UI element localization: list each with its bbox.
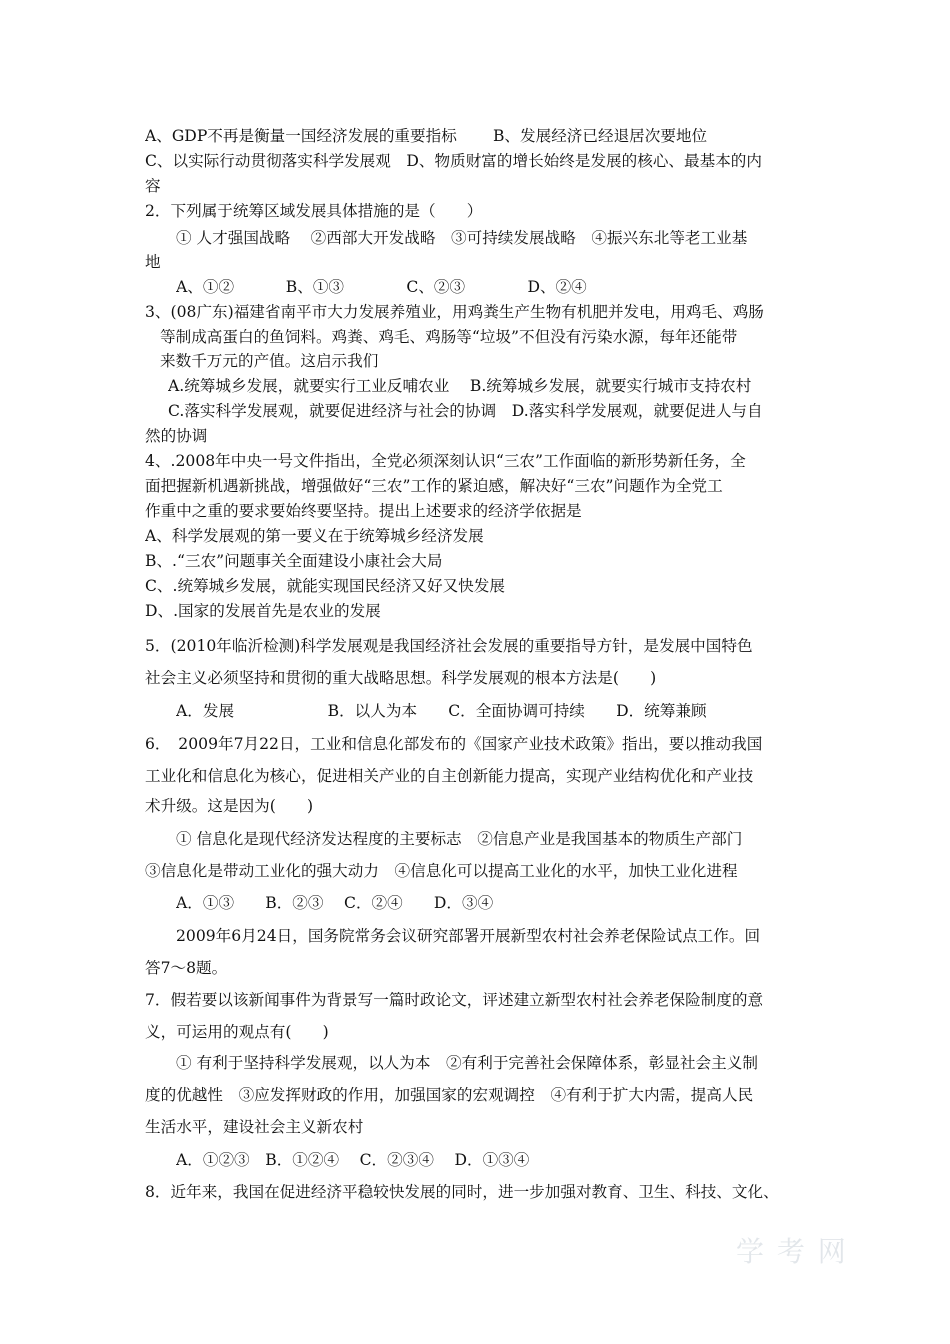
text-line: 作重中之重的要求要始终要坚持。提出上述要求的经济学依据是 — [145, 502, 582, 520]
question-6-options: A．①③ B．②③ C．②④ D．③④ — [176, 894, 494, 912]
option-line: C、以实际行动贯彻落实科学发展观 D、物质财富的增长始终是发展的核心、最基本的内 — [145, 152, 762, 170]
text-line: 然的协调 — [145, 427, 208, 445]
text-line: 等制成高蛋白的鱼饲料。鸡粪、鸡毛、鸡肠等“垃圾”不但没有污染水源，每年还能带 — [160, 328, 738, 346]
text-line: 术升级。这是因为( ) — [145, 797, 314, 815]
text-line: 度的优越性 ③应发挥财政的作用，加强国家的宏观调控 ④有利于扩大内需，提高人民 — [145, 1086, 754, 1104]
question-7-items: ① 有利于坚持科学发展观，以人为本 ②有利于完善社会保障体系，彰显社会主义制 — [176, 1054, 758, 1072]
text-line: 来数千万元的产值。这启示我们 — [160, 352, 379, 370]
question-2-items: ① 人才强国战略 ②西部大开发战略 ③可持续发展战略 ④振兴东北等老工业基 — [176, 229, 748, 247]
question-3-options-ab: A.统筹城乡发展，就要实行工业反哺农业 B.统筹城乡发展，就要实行城市支持农村 — [168, 377, 752, 395]
news-stem: 2009年6月24日，国务院常务会议研究部署开展新型农村社会养老保险试点工作。回 — [176, 927, 761, 945]
question-7: 7．假若要以该新闻事件为背景写一篇时政论文，评述建立新型农村社会养老保险制度的意 — [145, 991, 764, 1009]
text-line: 答7～8题。 — [145, 959, 228, 977]
question-8: 8．近年来，我国在促进经济平稳较快发展的同时，进一步加强对教育、卫生、科技、文化、 — [145, 1183, 779, 1201]
question-7-options: A．①②③ B．①②④ C．②③④ D．①③④ — [176, 1151, 530, 1169]
option-line: A、科学发展观的第一要义在于统筹城乡经济发展 — [145, 527, 484, 545]
question-2: 2．下列属于统筹区域发展具体措施的是（ ） — [145, 202, 483, 220]
text-line: 工业化和信息化为核心，促进相关产业的自主创新能力提高，实现产业结构优化和产业技 — [145, 767, 754, 785]
question-4: 4、.2008年中央一号文件指出，全党必须深刻认识“三农”工作面临的新形势新任务，全 — [145, 452, 746, 470]
text-line: 生活水平，建设社会主义新农村 — [145, 1118, 364, 1136]
question-6: 6． 2009年7月22日，工业和信息化部发布的《国家产业技术政策》指出，要以推动我国 — [145, 735, 763, 753]
option-line: C、.统筹城乡发展，就能实现国民经济又好又快发展 — [145, 577, 505, 595]
text-line: 容 — [145, 177, 161, 195]
question-3-options-cd: C.落实科学发展观，就要促进经济与社会的协调 D.落实科学发展观，就要促进人与自 — [168, 402, 763, 420]
option-line: D、.国家的发展首先是农业的发展 — [145, 602, 381, 620]
text-line: 社会主义必须坚持和贯彻的重大战略思想。科学发展观的根本方法是( ) — [145, 669, 657, 687]
question-5: 5．(2010年临沂检测)科学发展观是我国经济社会发展的重要指导方针，是发展中国特色 — [145, 637, 753, 655]
question-3: 3、(08广东)福建省南平市大力发展养殖业，用鸡粪生产生物有机肥并发电，用鸡毛、鸡肠 — [145, 303, 764, 321]
question-2-options: A、①② B、①③ C、②③ D、②④ — [176, 278, 587, 296]
option-line: B、.“三农”问题事关全面建设小康社会大局 — [145, 552, 443, 570]
watermark: 学 考 网 — [736, 1235, 848, 1268]
text-line: ③信息化是带动工业化的强大动力 ④信息化可以提高工业化的水平，加快工业化进程 — [145, 862, 738, 880]
question-5-options: A．发展 B．以人为本 C．全面协调可持续 D．统筹兼顾 — [176, 702, 707, 720]
text-line: 义，可运用的观点有( ) — [145, 1023, 329, 1041]
option-line: A、GDP不再是衡量一国经济发展的重要指标 B、发展经济已经退居次要地位 — [145, 127, 708, 145]
question-6-items: ① 信息化是现代经济发达程度的主要标志 ②信息产业是我国基本的物质生产部门 — [176, 830, 743, 848]
text-line: 面把握新机遇新挑战，增强做好“三农”工作的紧迫感，解决好“三农”问题作为全党工 — [145, 477, 723, 495]
text-line: 地 — [145, 253, 161, 271]
